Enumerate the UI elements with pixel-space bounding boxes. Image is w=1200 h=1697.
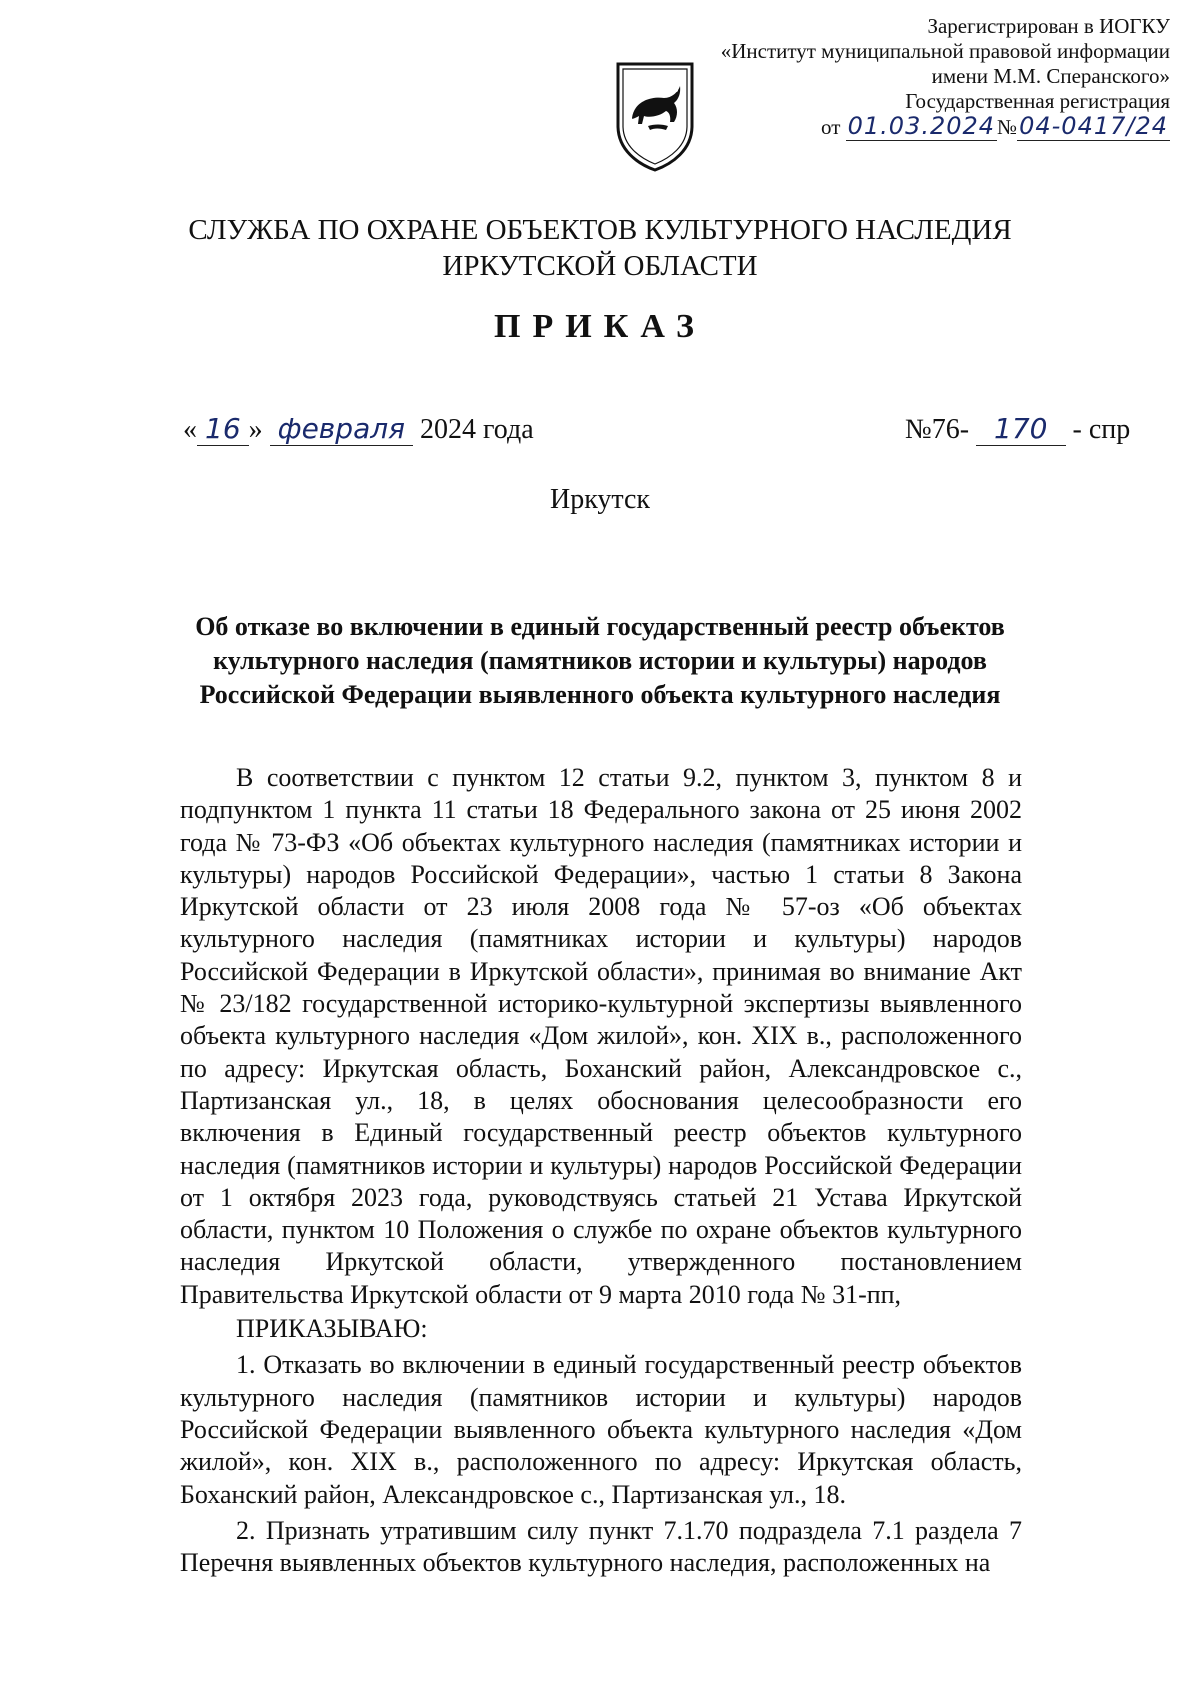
date-day: 16 xyxy=(197,412,249,446)
registration-number-sign: № xyxy=(997,115,1018,139)
document-date xyxy=(183,412,534,446)
order-word: ПРИКАЗЫВАЮ: xyxy=(236,1314,428,1344)
registration-date: 01.03.2024 xyxy=(847,112,996,140)
document-type: ПРИКАЗ xyxy=(494,308,706,345)
order-item-1: 1. Отказать во включении в единый государственный реестр объектов культурного наследия (памятников истории и культуры) народов Российской Федерации выявленного объекта культурного наследия «Дом жилой», кон. XIX в., расположенного по адресу: Иркутская область, Боханский район, Александровское с., Партизанская ул., 18. xyxy=(180,1350,1022,1509)
coat-of-arms xyxy=(614,60,696,172)
city: Иркутск xyxy=(549,484,651,515)
agency-line-1: СЛУЖБА ПО ОХРАНЕ ОБЪЕКТОВ КУЛЬТУРНОГО НАСЛЕДИЯ xyxy=(188,214,1012,246)
date-close-quote: » xyxy=(248,414,263,445)
registration-line-2: «Институт муниципальной правовой информации xyxy=(720,39,1170,63)
order-item-2: 2. Признать утратившим силу пункт 7.1.70 подраздела 7.1 раздела 7 Перечня выявленных объектов культурного наследия, расположенных на xyxy=(180,1515,1022,1578)
number-prefix: №76- xyxy=(905,414,970,445)
date-year: 2024 года xyxy=(419,414,534,445)
preamble-paragraph: В соответствии с пунктом 12 статьи 9.2, пунктом 3, пунктом 8 и подпунктом 1 пункта 11 статьи 18 Федерального закона от 25 июня 2002 года № 73-ФЗ «Об объектах культурного наследия (памятниках истории и культуры) народов Российской Федерации», частью 1 статьи 8 Закона Иркутской области от 23 июля 2008 года № 57-оз «Об объектах культурного наследия (памятниках истории и культуры) народов Российской Федерации в Иркутской области», принимая во внимание Акт № 23/182 государственной историко-культурной экспертизы выявленного объекта культурного наследия «Дом жилой», кон. XIX в., расположенного по адресу: Иркутская область, Боханский район, Александровское с., Партизанская ул., 18, в целях обоснования целесообразности его включения в Единый государственный реестр объектов культурного наследия (памятников истории и культуры) народов Российской Федерации от 1 октября 2023 года, руководствуясь статьей 21 Устава Иркутской области, пунктом 10 Положения о службе по охране объектов культурного наследия Иркутской области, утвержденного постановлением Правительства Иркутской области от 9 марта 2010 года № 31-пп, xyxy=(180,763,1022,1309)
document-body xyxy=(180,762,1022,1579)
number-suffix: - спр xyxy=(1072,414,1131,445)
irkutsk-coat-of-arms-icon xyxy=(614,60,696,172)
date-month: февраля xyxy=(270,412,413,446)
registration-number: 04-0417/24 xyxy=(1019,112,1168,140)
registration-prefix: от xyxy=(820,115,841,139)
agency-line-2: ИРКУТСКОЙ ОБЛАСТИ xyxy=(442,250,758,282)
document-number xyxy=(905,412,1130,446)
registration-line-3: имени М.М. Сперанского» xyxy=(931,64,1170,88)
registration-line-1: Зарегистрирован в ИОГКУ xyxy=(927,14,1170,38)
number-value: 170 xyxy=(976,412,1065,446)
agency-name xyxy=(0,212,1200,284)
document-title: Об отказе во включении в единый государственный реестр объектов культурного наследия (памятников истории и культуры) народов Российской Федерации выявленного объекта культурного наследия xyxy=(195,612,1005,709)
date-open-quote: « xyxy=(183,414,197,445)
registration-line-4: Государственная регистрация xyxy=(905,89,1170,113)
